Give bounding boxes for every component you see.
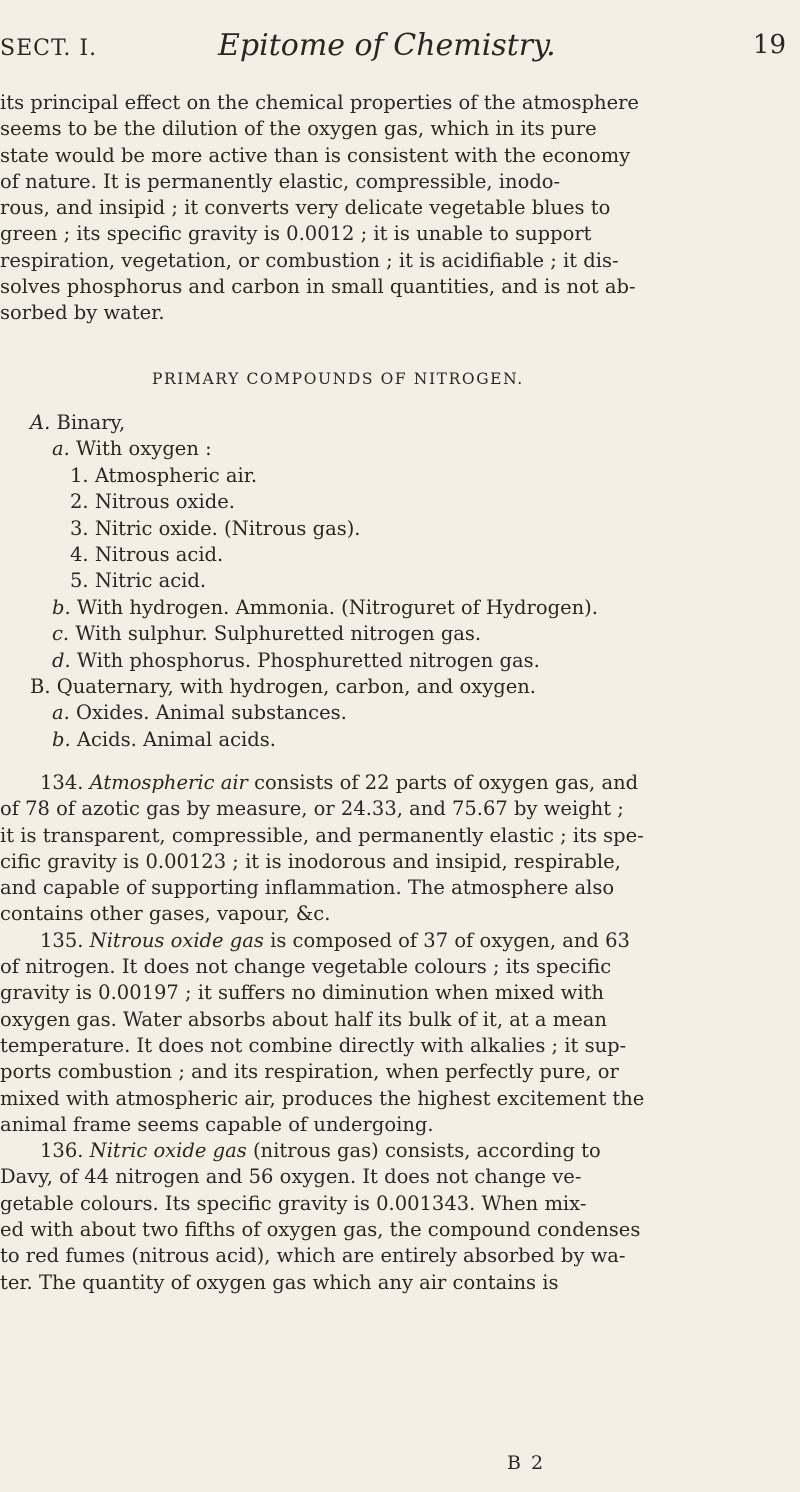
- outline-item: [30, 727, 790, 753]
- text-line: rous, and insipid ; it converts very delicate vegetable blues to: [0, 196, 611, 220]
- outline-item: [30, 489, 790, 515]
- text-line: ports combustion ; and its respiration, when perfectly pure, or: [0, 1060, 619, 1084]
- text-line: of nature. It is permanently elastic, compressible, inodo-: [0, 169, 561, 193]
- running-title: Epitome of Chemistry.: [218, 28, 556, 63]
- outline-mark: a.: [52, 437, 70, 461]
- outline-item: [30, 621, 790, 647]
- paragraph-number: 136.: [40, 1139, 84, 1163]
- outline-mark: c.: [52, 622, 70, 646]
- text-line: it is transparent, compressible, and permanently elastic ; its spe-: [0, 823, 644, 847]
- outline-text: With sulphur. Sulphuretted nitrogen gas.: [75, 622, 482, 646]
- text-line: gravity is 0.00197 ; it suffers no diminution when mixed with: [0, 981, 604, 1005]
- text-line: green ; its specific gravity is 0.0012 ; it is unable to support: [0, 222, 592, 246]
- outline-mark: 4.: [70, 543, 89, 567]
- paragraph-134: [0, 770, 790, 928]
- outline-item: [30, 436, 790, 462]
- text-line: ter. The quantity of oxygen gas which any air contains is: [0, 1270, 559, 1294]
- text-line: [0, 1138, 790, 1164]
- paragraph-number: 135.: [40, 928, 84, 952]
- compounds-outline: [30, 410, 790, 753]
- paragraph-number: 134.: [40, 771, 84, 794]
- outline-item: [30, 463, 790, 489]
- text-line: and capable of supporting inflammation. The atmosphere also: [0, 876, 615, 900]
- paragraph-term: Nitrous oxide gas: [89, 928, 264, 952]
- text-line: mixed with atmospheric air, produces the highest excitement the: [0, 1086, 645, 1110]
- text-line: [0, 928, 790, 954]
- outline-item: [30, 595, 790, 621]
- outline-text: With hydrogen. Ammonia. (Nitroguret of Hydrogen).: [76, 595, 598, 619]
- outline-mark: 3.: [70, 516, 89, 540]
- signature-mark: B 2: [507, 1452, 546, 1474]
- outline-item: [30, 674, 790, 700]
- outline-mark: b.: [52, 595, 71, 619]
- running-header: [0, 28, 800, 68]
- text-line: Davy, of 44 nitrogen and 56 oxygen. It does not change ve-: [0, 1165, 582, 1189]
- outline-mark: d.: [52, 648, 71, 672]
- outline-text: Acids. Animal acids.: [76, 727, 276, 751]
- paragraph-135: [0, 928, 790, 1138]
- text-line: oxygen gas. Water absorbs about half its bulk of it, at a mean: [0, 1007, 607, 1031]
- section-heading: PRIMARY COMPOUNDS OF NITROGEN.: [152, 370, 524, 388]
- outline-item: [30, 648, 790, 674]
- outline-text: With oxygen :: [76, 437, 212, 461]
- text-line-content: consists of 22 parts of oxygen gas, and: [254, 771, 639, 794]
- text-line: of 78 of azotic gas by measure, or 24.33, and 75.67 by weight ;: [0, 797, 624, 821]
- outline-text: Quaternary, with hydrogen, carbon, and oxygen.: [56, 675, 536, 699]
- text-line: contains other gases, vapour, &c.: [0, 902, 331, 926]
- text-line: of nitrogen. It does not change vegetable colours ; its specific: [0, 955, 612, 979]
- paragraph-136: [0, 1138, 790, 1296]
- text-line: seems to be the dilution of the oxygen gas, which in its pure: [0, 117, 597, 141]
- outline-text: Nitrous oxide.: [94, 490, 235, 514]
- text-line-content: (nitrous gas) consists, according to: [252, 1139, 601, 1163]
- outline-item: [30, 542, 790, 568]
- text-line-content: is composed of 37 of oxygen, and 63: [270, 928, 630, 952]
- outline-mark: 1.: [70, 463, 89, 487]
- outline-item: [30, 568, 790, 594]
- outline-text: With phosphorus. Phosphuretted nitrogen gas.: [76, 648, 540, 672]
- text-line: solves phosphorus and carbon in small quantities, and is not ab-: [0, 275, 636, 299]
- numbered-paragraphs: [0, 770, 790, 1296]
- paragraph-term: Atmospheric air: [89, 771, 248, 794]
- text-line: sorbed by water.: [0, 301, 165, 325]
- paragraph-term: Nitric oxide gas: [89, 1139, 247, 1163]
- text-line: to red fumes (nitrous acid), which are entirely absorbed by wa-: [0, 1244, 626, 1268]
- page-number: 19: [752, 30, 786, 60]
- outline-item: [30, 410, 790, 436]
- outline-mark: 5.: [70, 569, 89, 593]
- intro-paragraph: [0, 90, 790, 327]
- outline-mark: 2.: [70, 490, 89, 514]
- text-line: cific gravity is 0.00123 ; it is inodorous and insipid, respirable,: [0, 849, 621, 873]
- outline-text: Nitric oxide. (Nitrous gas).: [94, 516, 361, 540]
- outline-item: [30, 700, 790, 726]
- text-line: [0, 770, 790, 796]
- outline-mark: B.: [30, 675, 51, 699]
- outline-text: Atmospheric air.: [94, 463, 258, 487]
- outline-mark: b.: [52, 727, 71, 751]
- text-line: temperature. It does not combine directly with alkalies ; it sup-: [0, 1033, 627, 1057]
- section-label: SECT. I.: [0, 36, 98, 61]
- text-line: animal frame seems capable of undergoing.: [0, 1112, 434, 1136]
- outline-item: [30, 516, 790, 542]
- text-line: its principal effect on the chemical properties of the atmosphere: [0, 91, 639, 114]
- outline-text: Nitric acid.: [94, 569, 207, 593]
- text-line: getable colours. Its specific gravity is 0.001343. When mix-: [0, 1191, 587, 1215]
- outline-text: Nitrous acid.: [94, 543, 224, 567]
- outline-text: Binary,: [56, 411, 126, 434]
- text-line: respiration, vegetation, or combustion ; it is acidifiable ; it dis-: [0, 248, 619, 272]
- text-line: ed with about two fifths of oxygen gas, the compound condenses: [0, 1218, 641, 1242]
- outline-mark: A.: [30, 411, 51, 434]
- text-line: state would be more active than is consistent with the economy: [0, 143, 631, 167]
- outline-mark: a.: [52, 701, 70, 725]
- outline-text: Oxides. Animal substances.: [76, 701, 347, 725]
